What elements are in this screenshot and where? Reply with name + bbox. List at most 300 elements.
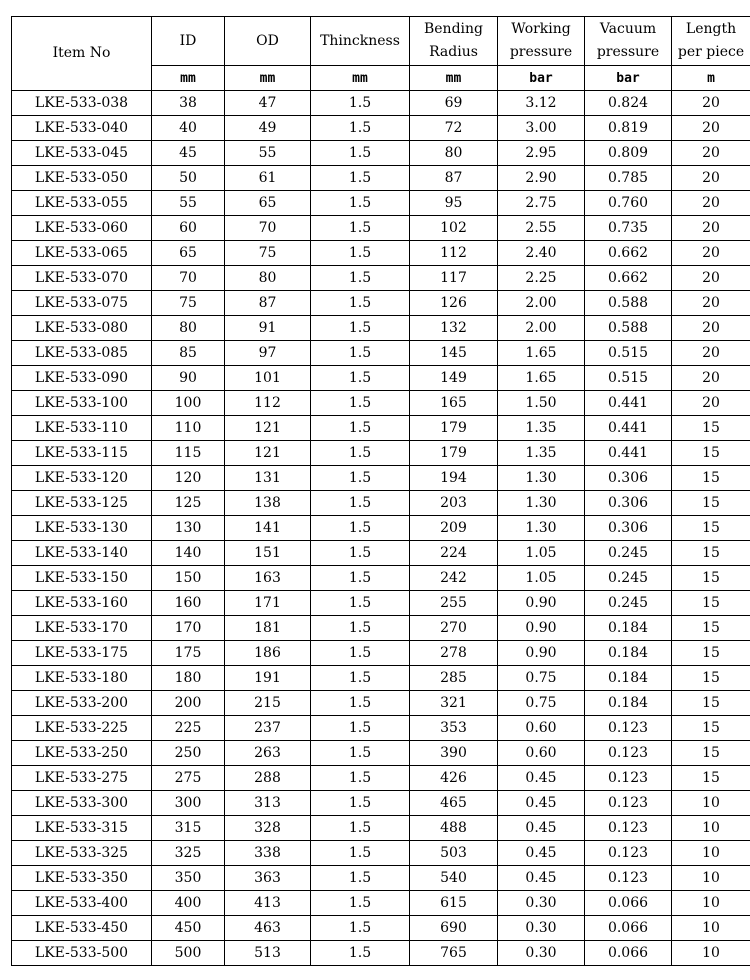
cell-od: 61	[225, 166, 311, 191]
cell-id: 160	[152, 591, 225, 616]
cell-thickness: 1.5	[311, 141, 410, 166]
cell-bending-radius: 132	[410, 316, 498, 341]
cell-thickness: 1.5	[311, 591, 410, 616]
cell-od: 80	[225, 266, 311, 291]
table-row	[12, 91, 750, 116]
cell-bending-radius: 203	[410, 491, 498, 516]
cell-id: 300	[152, 791, 225, 816]
cell-item-no: LKE-533-115	[12, 441, 152, 466]
cell-vacuum-pressure: 0.184	[585, 616, 672, 641]
cell-thickness: 1.5	[311, 741, 410, 766]
cell-bending-radius: 194	[410, 466, 498, 491]
cell-bending-radius: 126	[410, 291, 498, 316]
cell-working-pressure: 1.35	[498, 416, 585, 441]
cell-length-per-piece: 15	[672, 616, 750, 641]
cell-length-per-piece: 15	[672, 566, 750, 591]
cell-bending-radius: 179	[410, 441, 498, 466]
cell-working-pressure: 0.45	[498, 791, 585, 816]
cell-item-no: LKE-533-065	[12, 241, 152, 266]
cell-vacuum-pressure: 0.245	[585, 541, 672, 566]
cell-bending-radius: 112	[410, 241, 498, 266]
cell-length-per-piece: 20	[672, 291, 750, 316]
cell-length-per-piece: 15	[672, 441, 750, 466]
table-row	[12, 191, 750, 216]
table-row	[12, 666, 750, 691]
cell-od: 191	[225, 666, 311, 691]
cell-vacuum-pressure: 0.306	[585, 466, 672, 491]
cell-item-no: LKE-533-400	[12, 891, 152, 916]
unit-vacuum-pressure: bar	[585, 66, 672, 91]
cell-length-per-piece: 10	[672, 866, 750, 891]
cell-vacuum-pressure: 0.306	[585, 491, 672, 516]
cell-bending-radius: 278	[410, 641, 498, 666]
cell-thickness: 1.5	[311, 641, 410, 666]
table-row	[12, 691, 750, 716]
cell-thickness: 1.5	[311, 341, 410, 366]
cell-vacuum-pressure: 0.441	[585, 391, 672, 416]
cell-item-no: LKE-533-100	[12, 391, 152, 416]
table-row	[12, 891, 750, 916]
cell-item-no: LKE-533-040	[12, 116, 152, 141]
cell-id: 250	[152, 741, 225, 766]
cell-id: 225	[152, 716, 225, 741]
cell-thickness: 1.5	[311, 391, 410, 416]
cell-od: 151	[225, 541, 311, 566]
cell-od: 101	[225, 366, 311, 391]
col-header-item-no: Item No	[12, 17, 152, 91]
unit-od: mm	[225, 66, 311, 91]
cell-vacuum-pressure: 0.588	[585, 316, 672, 341]
cell-od: 163	[225, 566, 311, 591]
table-row	[12, 141, 750, 166]
cell-working-pressure: 0.75	[498, 666, 585, 691]
col-header-length-per-piece: Length per piece	[672, 17, 750, 66]
cell-od: 87	[225, 291, 311, 316]
cell-od: 131	[225, 466, 311, 491]
cell-thickness: 1.5	[311, 91, 410, 116]
cell-bending-radius: 209	[410, 516, 498, 541]
col-header-od: OD	[225, 17, 311, 66]
cell-length-per-piece: 15	[672, 516, 750, 541]
header-row	[12, 17, 750, 66]
cell-thickness: 1.5	[311, 916, 410, 941]
table-row	[12, 566, 750, 591]
table-row	[12, 216, 750, 241]
table-row	[12, 116, 750, 141]
cell-vacuum-pressure: 0.066	[585, 916, 672, 941]
cell-od: 288	[225, 766, 311, 791]
cell-item-no: LKE-533-085	[12, 341, 152, 366]
table-row	[12, 816, 750, 841]
cell-id: 325	[152, 841, 225, 866]
cell-length-per-piece: 15	[672, 766, 750, 791]
table-row	[12, 341, 750, 366]
cell-od: 121	[225, 416, 311, 441]
cell-bending-radius: 353	[410, 716, 498, 741]
cell-vacuum-pressure: 0.066	[585, 941, 672, 966]
cell-id: 45	[152, 141, 225, 166]
cell-thickness: 1.5	[311, 316, 410, 341]
cell-thickness: 1.5	[311, 241, 410, 266]
cell-working-pressure: 1.30	[498, 491, 585, 516]
cell-thickness: 1.5	[311, 116, 410, 141]
cell-od: 463	[225, 916, 311, 941]
cell-bending-radius: 80	[410, 141, 498, 166]
cell-vacuum-pressure: 0.123	[585, 866, 672, 891]
cell-id: 315	[152, 816, 225, 841]
cell-od: 215	[225, 691, 311, 716]
cell-bending-radius: 270	[410, 616, 498, 641]
cell-working-pressure: 1.30	[498, 466, 585, 491]
cell-thickness: 1.5	[311, 291, 410, 316]
cell-working-pressure: 2.90	[498, 166, 585, 191]
cell-length-per-piece: 15	[672, 666, 750, 691]
cell-working-pressure: 0.60	[498, 741, 585, 766]
cell-working-pressure: 0.90	[498, 591, 585, 616]
cell-length-per-piece: 20	[672, 116, 750, 141]
cell-working-pressure: 1.30	[498, 516, 585, 541]
cell-id: 115	[152, 441, 225, 466]
cell-id: 130	[152, 516, 225, 541]
cell-item-no: LKE-533-140	[12, 541, 152, 566]
cell-vacuum-pressure: 0.824	[585, 91, 672, 116]
table-row	[12, 541, 750, 566]
cell-id: 275	[152, 766, 225, 791]
cell-working-pressure: 2.40	[498, 241, 585, 266]
cell-od: 70	[225, 216, 311, 241]
cell-length-per-piece: 15	[672, 716, 750, 741]
cell-od: 363	[225, 866, 311, 891]
cell-working-pressure: 1.05	[498, 566, 585, 591]
cell-working-pressure: 3.12	[498, 91, 585, 116]
cell-thickness: 1.5	[311, 216, 410, 241]
cell-length-per-piece: 15	[672, 491, 750, 516]
table-row	[12, 791, 750, 816]
cell-id: 70	[152, 266, 225, 291]
cell-thickness: 1.5	[311, 666, 410, 691]
cell-id: 350	[152, 866, 225, 891]
cell-id: 125	[152, 491, 225, 516]
cell-working-pressure: 3.00	[498, 116, 585, 141]
cell-item-no: LKE-533-110	[12, 416, 152, 441]
cell-length-per-piece: 15	[672, 541, 750, 566]
cell-thickness: 1.5	[311, 416, 410, 441]
table-row	[12, 466, 750, 491]
table-row	[12, 841, 750, 866]
col-header-working-pressure: Working pressure	[498, 17, 585, 66]
table-row	[12, 441, 750, 466]
cell-od: 413	[225, 891, 311, 916]
cell-item-no: LKE-533-090	[12, 366, 152, 391]
cell-vacuum-pressure: 0.184	[585, 691, 672, 716]
table-row	[12, 391, 750, 416]
cell-item-no: LKE-533-120	[12, 466, 152, 491]
cell-id: 65	[152, 241, 225, 266]
table-row	[12, 616, 750, 641]
cell-length-per-piece: 20	[672, 366, 750, 391]
table-row	[12, 166, 750, 191]
cell-id: 450	[152, 916, 225, 941]
col-header-id: ID	[152, 17, 225, 66]
cell-thickness: 1.5	[311, 191, 410, 216]
unit-bending-radius: mm	[410, 66, 498, 91]
cell-id: 75	[152, 291, 225, 316]
cell-item-no: LKE-533-275	[12, 766, 152, 791]
cell-item-no: LKE-533-038	[12, 91, 152, 116]
cell-item-no: LKE-533-200	[12, 691, 152, 716]
cell-bending-radius: 465	[410, 791, 498, 816]
table-row	[12, 641, 750, 666]
cell-thickness: 1.5	[311, 566, 410, 591]
cell-length-per-piece: 15	[672, 741, 750, 766]
cell-vacuum-pressure: 0.123	[585, 816, 672, 841]
cell-length-per-piece: 20	[672, 166, 750, 191]
cell-working-pressure: 0.45	[498, 841, 585, 866]
cell-vacuum-pressure: 0.662	[585, 241, 672, 266]
cell-item-no: LKE-533-170	[12, 616, 152, 641]
table-row	[12, 941, 750, 966]
cell-thickness: 1.5	[311, 941, 410, 966]
cell-length-per-piece: 20	[672, 216, 750, 241]
cell-vacuum-pressure: 0.245	[585, 566, 672, 591]
cell-working-pressure: 2.00	[498, 316, 585, 341]
cell-working-pressure: 0.45	[498, 766, 585, 791]
cell-length-per-piece: 15	[672, 466, 750, 491]
cell-bending-radius: 321	[410, 691, 498, 716]
cell-item-no: LKE-533-325	[12, 841, 152, 866]
cell-working-pressure: 0.90	[498, 641, 585, 666]
cell-bending-radius: 165	[410, 391, 498, 416]
table-row	[12, 766, 750, 791]
cell-item-no: LKE-533-050	[12, 166, 152, 191]
cell-item-no: LKE-533-045	[12, 141, 152, 166]
cell-vacuum-pressure: 0.819	[585, 116, 672, 141]
cell-working-pressure: 0.90	[498, 616, 585, 641]
cell-item-no: LKE-533-250	[12, 741, 152, 766]
cell-od: 55	[225, 141, 311, 166]
cell-length-per-piece: 15	[672, 591, 750, 616]
hose-spec-table	[11, 16, 750, 966]
cell-thickness: 1.5	[311, 366, 410, 391]
cell-vacuum-pressure: 0.123	[585, 791, 672, 816]
cell-bending-radius: 503	[410, 841, 498, 866]
cell-vacuum-pressure: 0.441	[585, 441, 672, 466]
cell-length-per-piece: 20	[672, 341, 750, 366]
cell-vacuum-pressure: 0.184	[585, 666, 672, 691]
cell-id: 100	[152, 391, 225, 416]
cell-thickness: 1.5	[311, 466, 410, 491]
cell-od: 141	[225, 516, 311, 541]
cell-bending-radius: 242	[410, 566, 498, 591]
cell-od: 181	[225, 616, 311, 641]
table-row	[12, 491, 750, 516]
cell-item-no: LKE-533-160	[12, 591, 152, 616]
cell-item-no: LKE-533-125	[12, 491, 152, 516]
cell-vacuum-pressure: 0.123	[585, 741, 672, 766]
cell-vacuum-pressure: 0.785	[585, 166, 672, 191]
cell-id: 140	[152, 541, 225, 566]
cell-od: 513	[225, 941, 311, 966]
cell-id: 90	[152, 366, 225, 391]
cell-bending-radius: 145	[410, 341, 498, 366]
cell-length-per-piece: 10	[672, 816, 750, 841]
cell-od: 313	[225, 791, 311, 816]
cell-length-per-piece: 20	[672, 266, 750, 291]
cell-item-no: LKE-533-150	[12, 566, 152, 591]
cell-working-pressure: 0.60	[498, 716, 585, 741]
cell-item-no: LKE-533-130	[12, 516, 152, 541]
cell-od: 263	[225, 741, 311, 766]
cell-od: 186	[225, 641, 311, 666]
cell-working-pressure: 2.25	[498, 266, 585, 291]
cell-working-pressure: 1.35	[498, 441, 585, 466]
cell-bending-radius: 285	[410, 666, 498, 691]
cell-length-per-piece: 15	[672, 416, 750, 441]
table-row	[12, 266, 750, 291]
cell-item-no: LKE-533-060	[12, 216, 152, 241]
cell-thickness: 1.5	[311, 866, 410, 891]
cell-vacuum-pressure: 0.588	[585, 291, 672, 316]
cell-item-no: LKE-533-070	[12, 266, 152, 291]
cell-vacuum-pressure: 0.809	[585, 141, 672, 166]
cell-od: 47	[225, 91, 311, 116]
cell-vacuum-pressure: 0.066	[585, 891, 672, 916]
cell-length-per-piece: 20	[672, 191, 750, 216]
cell-vacuum-pressure: 0.515	[585, 366, 672, 391]
cell-bending-radius: 255	[410, 591, 498, 616]
cell-thickness: 1.5	[311, 891, 410, 916]
cell-thickness: 1.5	[311, 166, 410, 191]
cell-thickness: 1.5	[311, 716, 410, 741]
table-row	[12, 916, 750, 941]
cell-thickness: 1.5	[311, 266, 410, 291]
table-row	[12, 516, 750, 541]
cell-working-pressure: 1.50	[498, 391, 585, 416]
cell-length-per-piece: 10	[672, 891, 750, 916]
cell-item-no: LKE-533-450	[12, 916, 152, 941]
unit-thickness: mm	[311, 66, 410, 91]
cell-vacuum-pressure: 0.184	[585, 641, 672, 666]
cell-vacuum-pressure: 0.245	[585, 591, 672, 616]
table-row	[12, 716, 750, 741]
cell-thickness: 1.5	[311, 541, 410, 566]
table-row	[12, 291, 750, 316]
table-row	[12, 591, 750, 616]
table-row	[12, 416, 750, 441]
cell-id: 500	[152, 941, 225, 966]
cell-id: 120	[152, 466, 225, 491]
cell-od: 112	[225, 391, 311, 416]
cell-thickness: 1.5	[311, 816, 410, 841]
cell-item-no: LKE-533-180	[12, 666, 152, 691]
cell-vacuum-pressure: 0.441	[585, 416, 672, 441]
cell-working-pressure: 2.00	[498, 291, 585, 316]
cell-bending-radius: 540	[410, 866, 498, 891]
col-header-bending-radius: Bending Radius	[410, 17, 498, 66]
cell-vacuum-pressure: 0.515	[585, 341, 672, 366]
cell-id: 60	[152, 216, 225, 241]
cell-bending-radius: 690	[410, 916, 498, 941]
cell-length-per-piece: 15	[672, 691, 750, 716]
cell-length-per-piece: 20	[672, 91, 750, 116]
cell-thickness: 1.5	[311, 841, 410, 866]
table-row	[12, 866, 750, 891]
cell-id: 85	[152, 341, 225, 366]
cell-working-pressure: 2.75	[498, 191, 585, 216]
cell-length-per-piece: 15	[672, 641, 750, 666]
cell-od: 65	[225, 191, 311, 216]
unit-length-per-piece: m	[672, 66, 750, 91]
cell-vacuum-pressure: 0.123	[585, 766, 672, 791]
cell-id: 40	[152, 116, 225, 141]
cell-vacuum-pressure: 0.123	[585, 841, 672, 866]
cell-thickness: 1.5	[311, 791, 410, 816]
cell-item-no: LKE-533-350	[12, 866, 152, 891]
cell-working-pressure: 1.05	[498, 541, 585, 566]
table-row	[12, 241, 750, 266]
cell-od: 49	[225, 116, 311, 141]
cell-bending-radius: 102	[410, 216, 498, 241]
cell-bending-radius: 615	[410, 891, 498, 916]
cell-bending-radius: 390	[410, 741, 498, 766]
unit-working-pressure: bar	[498, 66, 585, 91]
cell-bending-radius: 224	[410, 541, 498, 566]
cell-working-pressure: 0.30	[498, 941, 585, 966]
unit-id: mm	[152, 66, 225, 91]
cell-vacuum-pressure: 0.306	[585, 516, 672, 541]
cell-thickness: 1.5	[311, 691, 410, 716]
cell-thickness: 1.5	[311, 491, 410, 516]
cell-bending-radius: 87	[410, 166, 498, 191]
cell-od: 75	[225, 241, 311, 266]
cell-id: 50	[152, 166, 225, 191]
cell-length-per-piece: 20	[672, 316, 750, 341]
table-row	[12, 316, 750, 341]
cell-item-no: LKE-533-175	[12, 641, 152, 666]
cell-working-pressure: 1.65	[498, 366, 585, 391]
cell-od: 121	[225, 441, 311, 466]
cell-item-no: LKE-533-075	[12, 291, 152, 316]
table-row	[12, 741, 750, 766]
col-header-vacuum-pressure: Vacuum pressure	[585, 17, 672, 66]
table-body	[12, 91, 750, 966]
cell-id: 180	[152, 666, 225, 691]
cell-vacuum-pressure: 0.662	[585, 266, 672, 291]
cell-vacuum-pressure: 0.735	[585, 216, 672, 241]
cell-length-per-piece: 20	[672, 141, 750, 166]
cell-item-no: LKE-533-080	[12, 316, 152, 341]
cell-od: 91	[225, 316, 311, 341]
table-row	[12, 366, 750, 391]
cell-length-per-piece: 10	[672, 941, 750, 966]
cell-bending-radius: 488	[410, 816, 498, 841]
cell-id: 175	[152, 641, 225, 666]
cell-item-no: LKE-533-300	[12, 791, 152, 816]
cell-id: 150	[152, 566, 225, 591]
cell-item-no: LKE-533-315	[12, 816, 152, 841]
cell-working-pressure: 1.65	[498, 341, 585, 366]
cell-length-per-piece: 10	[672, 791, 750, 816]
cell-od: 338	[225, 841, 311, 866]
cell-vacuum-pressure: 0.123	[585, 716, 672, 741]
cell-id: 110	[152, 416, 225, 441]
cell-od: 97	[225, 341, 311, 366]
cell-vacuum-pressure: 0.760	[585, 191, 672, 216]
cell-od: 237	[225, 716, 311, 741]
cell-bending-radius: 179	[410, 416, 498, 441]
cell-length-per-piece: 10	[672, 916, 750, 941]
cell-od: 171	[225, 591, 311, 616]
